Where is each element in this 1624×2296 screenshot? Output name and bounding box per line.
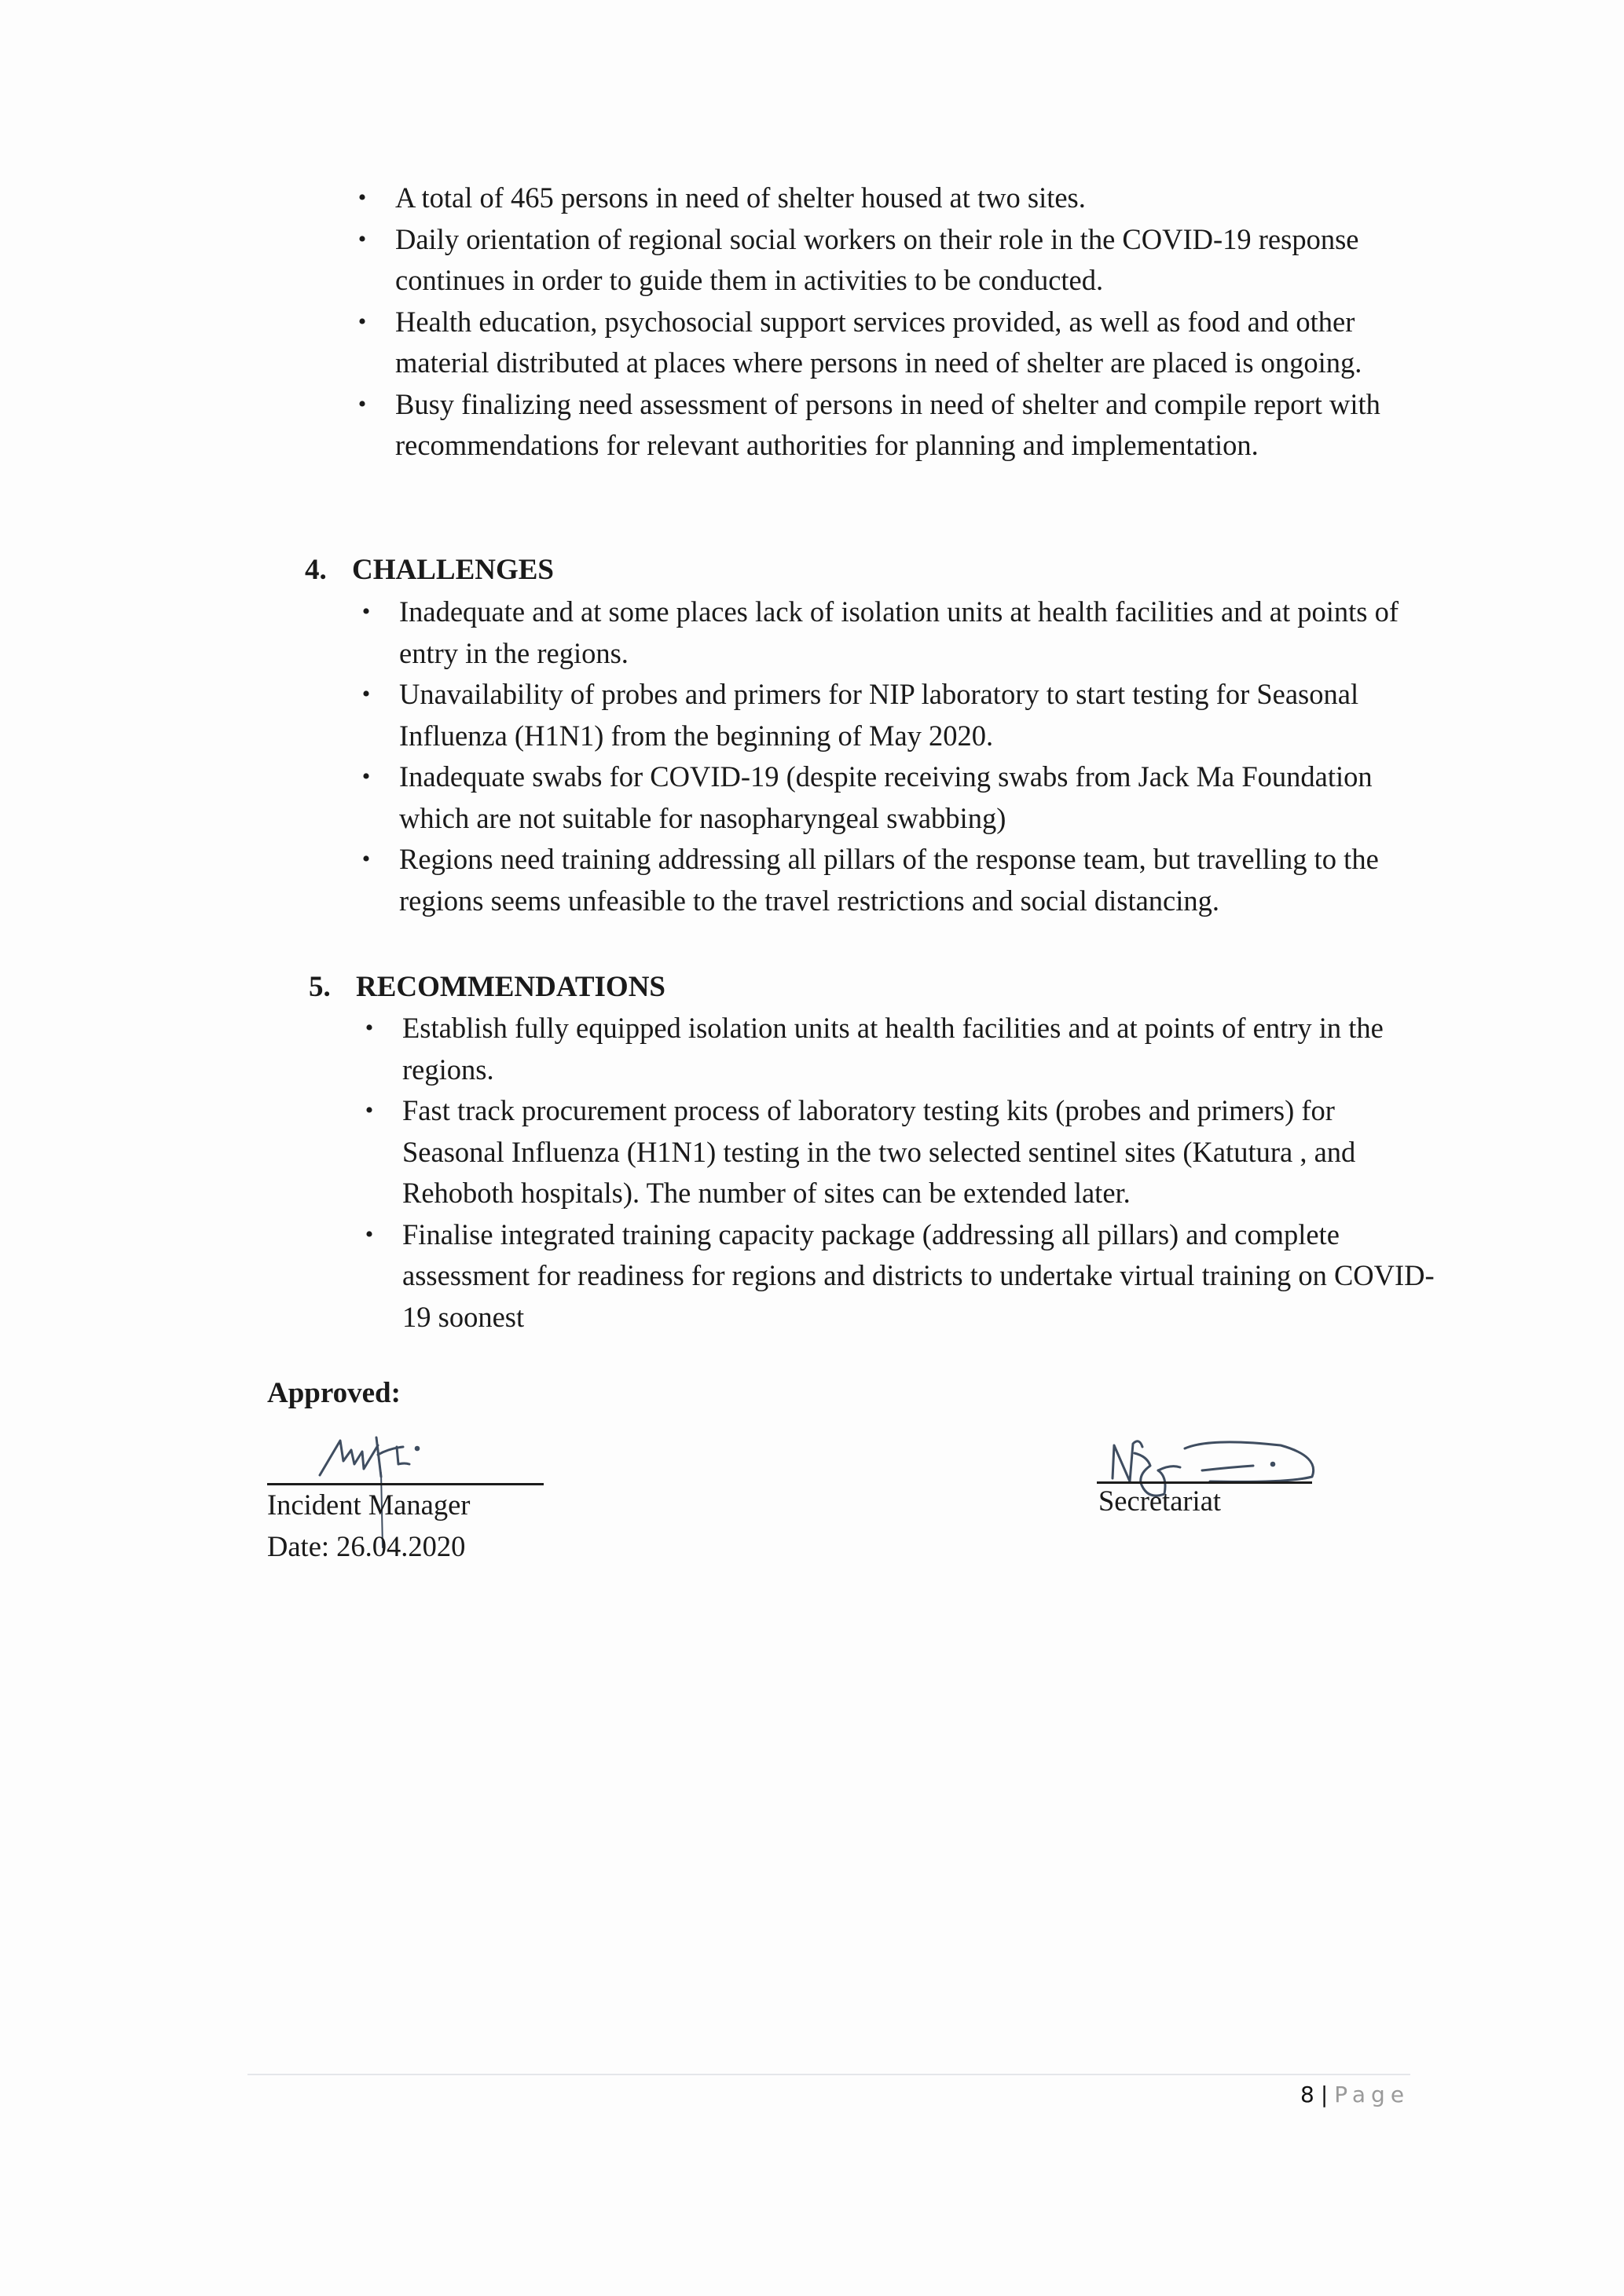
intro-bullet-list xyxy=(357,178,1432,467)
approval-date: Date: 26.04.2020 xyxy=(267,1530,466,1562)
list-item xyxy=(357,178,1432,219)
list-item xyxy=(361,839,1436,921)
incident-manager-role: Incident Manager xyxy=(267,1489,471,1521)
page-number: 8 xyxy=(1300,2082,1314,2107)
list-item-text: Regions need training addressing all pillars of the response team, but travelling to the regions seems unfeasible to the travel restrictions and social distancing. xyxy=(399,843,1379,917)
recommendations-bullet-list xyxy=(365,1008,1439,1338)
section-title: CHALLENGES xyxy=(352,554,555,586)
footer-divider xyxy=(247,2074,1410,2075)
list-item-text: Inadequate and at some places lack of isolation units at health facilities and at points of entry in the regions. xyxy=(399,595,1399,669)
list-item-text: Health education, psychosocial support services provided, as well as food and other material distributed at places where persons in need of shelter are placed is ongoing. xyxy=(395,305,1362,379)
list-item-text: Busy finalizing need assessment of persons in need of shelter and compile report with recommendations for relevant authorities for planning and implementation. xyxy=(395,387,1380,461)
list-item xyxy=(357,384,1432,467)
list-item xyxy=(361,674,1436,756)
bullet-icon: • xyxy=(357,308,367,335)
bullet-icon: • xyxy=(361,681,371,707)
page-footer xyxy=(1300,2078,1410,2112)
secretariat-role: Secretariat xyxy=(1098,1485,1222,1517)
bullet-icon: • xyxy=(365,1015,374,1041)
list-item xyxy=(361,756,1436,839)
list-item xyxy=(365,1008,1439,1090)
list-item xyxy=(365,1090,1439,1214)
list-item xyxy=(357,219,1432,302)
section-heading-recommendations xyxy=(309,967,665,1008)
bullet-icon: • xyxy=(361,846,371,872)
bullet-icon: • xyxy=(361,764,371,789)
bullet-icon: • xyxy=(357,390,367,417)
list-item-text: Inadequate swabs for COVID-19 (despite receiving swabs from Jack Ma Foundation which are not suitable for nasopharyngeal swabbing) xyxy=(399,760,1373,834)
bullet-icon: • xyxy=(357,185,367,211)
approved-label: Approved: xyxy=(267,1377,401,1409)
bullet-icon: • xyxy=(357,225,367,252)
list-item xyxy=(365,1214,1439,1338)
bullet-icon: • xyxy=(361,599,371,624)
list-item-text: Establish fully equipped isolation units at health facilities and at points of entry in the regions. xyxy=(402,1012,1384,1086)
challenges-bullet-list xyxy=(361,591,1436,921)
bullet-icon: • xyxy=(365,1221,374,1247)
list-item-text: Daily orientation of regional social workers on their role in the COVID-19 response continues in order to guide them in activities to be conducted. xyxy=(395,222,1359,296)
list-item-text: Fast track procurement process of laboratory testing kits (probes and primers) for Seasonal Influenza (H1N1) testing in the two selected sentinel sites (Katutura , and Rehoboth hospitals). The number of sites can be extended later. xyxy=(402,1094,1356,1209)
list-item xyxy=(357,302,1432,384)
bullet-icon: • xyxy=(365,1097,374,1123)
section-heading-challenges xyxy=(305,550,554,591)
list-item xyxy=(361,591,1436,674)
page-label: Page xyxy=(1334,2082,1410,2107)
section-title: RECOMMENDATIONS xyxy=(356,971,665,1003)
section-number: 4. xyxy=(305,554,327,586)
list-item-text: Unavailability of probes and primers for NIP laboratory to start testing for Seasonal Influenza (H1N1) from the beginning of May 2020. xyxy=(399,678,1359,752)
list-item-text: A total of 465 persons in need of shelter housed at two sites. xyxy=(395,181,1086,214)
list-item-text: Finalise integrated training capacity package (addressing all pillars) and complete assessment for readiness for regions and districts to undertake virtual training on COVID-19 soonest xyxy=(402,1218,1435,1333)
section-number: 5. xyxy=(309,971,331,1003)
page-separator: | xyxy=(1320,2082,1329,2107)
